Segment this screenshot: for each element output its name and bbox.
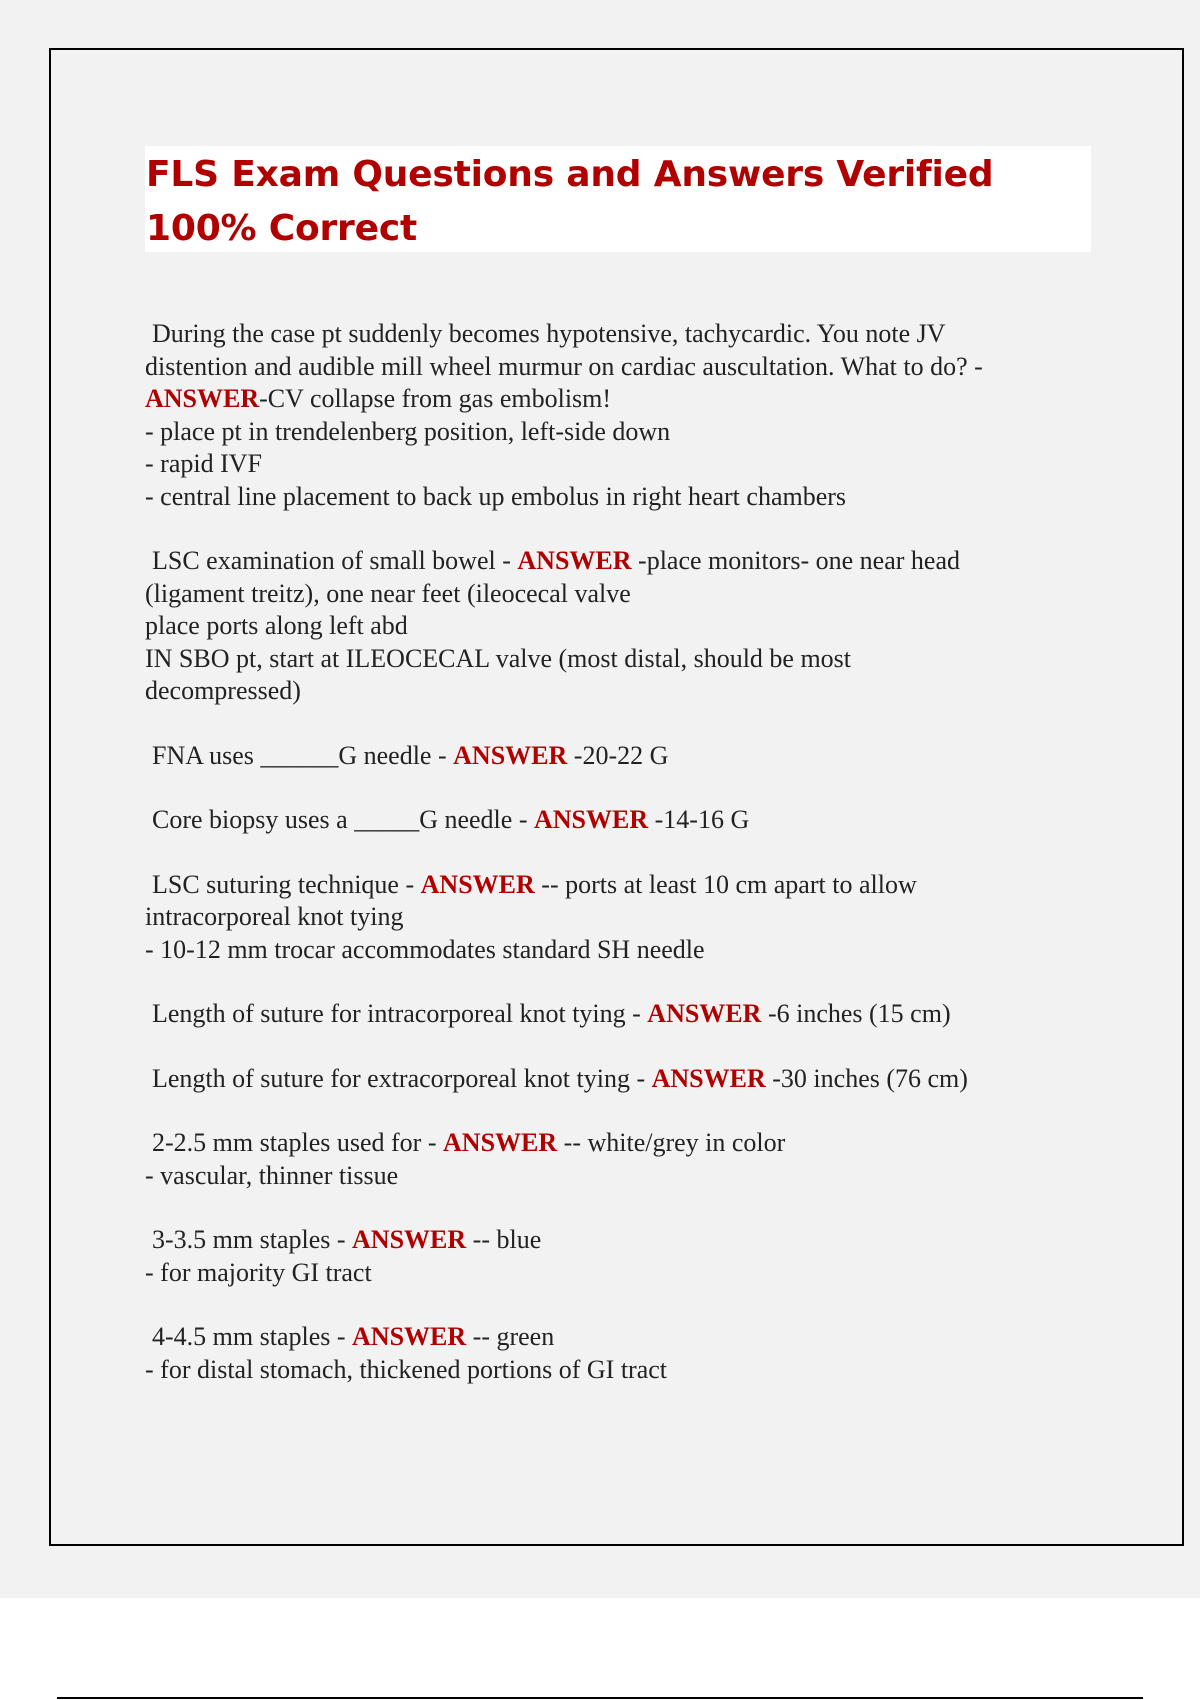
answer-detail: (ligament treitz), one near feet (ileocecal valve [145, 578, 631, 608]
qa-item [145, 1127, 1075, 1192]
question-line [145, 740, 1075, 773]
answer-label: ANSWER [647, 999, 762, 1028]
answer-label: ANSWER [352, 1225, 467, 1254]
question-line [145, 804, 1075, 837]
question-text: Length of suture for intracorporeal knot tying - [152, 999, 648, 1028]
answer-text: -CV collapse from gas embolism! [259, 384, 612, 413]
answer-text: -- white/grey in color [557, 1128, 786, 1157]
question-text: FNA uses ______G needle - [152, 740, 454, 770]
question-text: LSC examination of small bowel - [152, 546, 518, 575]
question-text: Core biopsy uses a _____G needle - [152, 805, 534, 834]
footer-divider [57, 1697, 1143, 1699]
answer-label: ANSWER [651, 1063, 766, 1093]
question-text: 2-2.5 mm staples used for - [152, 1128, 444, 1157]
question-text: 3-3.5 mm staples - [152, 1225, 353, 1254]
question-line [145, 998, 1075, 1031]
answer-detail: - central line placement to back up embolus in right heart chambers [145, 481, 847, 511]
question-text: 4-4.5 mm staples - [152, 1322, 353, 1351]
qa-item [145, 545, 1075, 708]
answer-label: ANSWER [420, 869, 535, 899]
answer-line [145, 383, 1075, 416]
question-text: Length of suture for extracorporeal knot tying - [152, 1063, 652, 1093]
answer-text: -30 inches (76 cm) [765, 1063, 968, 1093]
question-line [145, 1063, 1075, 1096]
answer-label: ANSWER [453, 740, 568, 770]
answer-detail: - vascular, thinner tissue [145, 1160, 399, 1190]
qa-item [145, 1063, 1075, 1096]
qa-item [145, 804, 1075, 837]
qa-item [145, 318, 1075, 513]
answer-text: -6 inches (15 cm) [761, 999, 951, 1028]
answer-label: ANSWER [145, 384, 260, 413]
document-title: FLS Exam Questions and Answers Verified 100% Correct [146, 154, 994, 249]
answer-detail: - for majority GI tract [145, 1257, 372, 1287]
question-text: During the case pt suddenly becomes hypotensive, tachycardic. You note JV [152, 319, 946, 348]
answer-detail: IN SBO pt, start at ILEOCECAL valve (most distal, should be most [145, 643, 852, 673]
answer-text: -- blue [466, 1225, 542, 1254]
answer-text: -place monitors- one near head [631, 546, 960, 575]
question-line [145, 1321, 1075, 1354]
qa-list [145, 318, 1075, 1418]
qa-item [145, 998, 1075, 1031]
question-line [145, 545, 1075, 578]
answer-detail: intracorporeal knot tying [145, 902, 404, 931]
answer-detail: place ports along left abd [145, 611, 408, 640]
question-line [145, 1224, 1075, 1257]
answer-detail: decompressed) [145, 676, 301, 705]
question-line [145, 869, 1075, 902]
qa-item [145, 1224, 1075, 1289]
answer-label: ANSWER [443, 1128, 558, 1157]
question-text: LSC suturing technique - [152, 869, 421, 899]
qa-item [145, 1321, 1075, 1386]
answer-text: -- green [466, 1322, 555, 1351]
answer-text: -- ports at least 10 cm apart to allow [534, 869, 917, 899]
answer-label: ANSWER [533, 805, 649, 834]
answer-label: ANSWER [517, 546, 632, 575]
answer-label: ANSWER [352, 1322, 467, 1351]
answer-detail: - for distal stomach, thickened portions of GI tract [145, 1354, 668, 1384]
qa-item [145, 740, 1075, 773]
question-line [145, 1127, 1075, 1160]
answer-detail: - 10-12 mm trocar accommodates standard SH needle [145, 934, 705, 964]
answer-text: -20-22 G [567, 740, 669, 770]
answer-text: -14-16 G [648, 805, 750, 834]
answer-detail: - place pt in trendelenberg position, left-side down [145, 416, 671, 446]
qa-item [145, 869, 1075, 967]
answer-detail: - rapid IVF [145, 449, 262, 478]
question-text-continued: distention and audible mill wheel murmur on cardiac auscultation. What to do? - [145, 351, 983, 381]
